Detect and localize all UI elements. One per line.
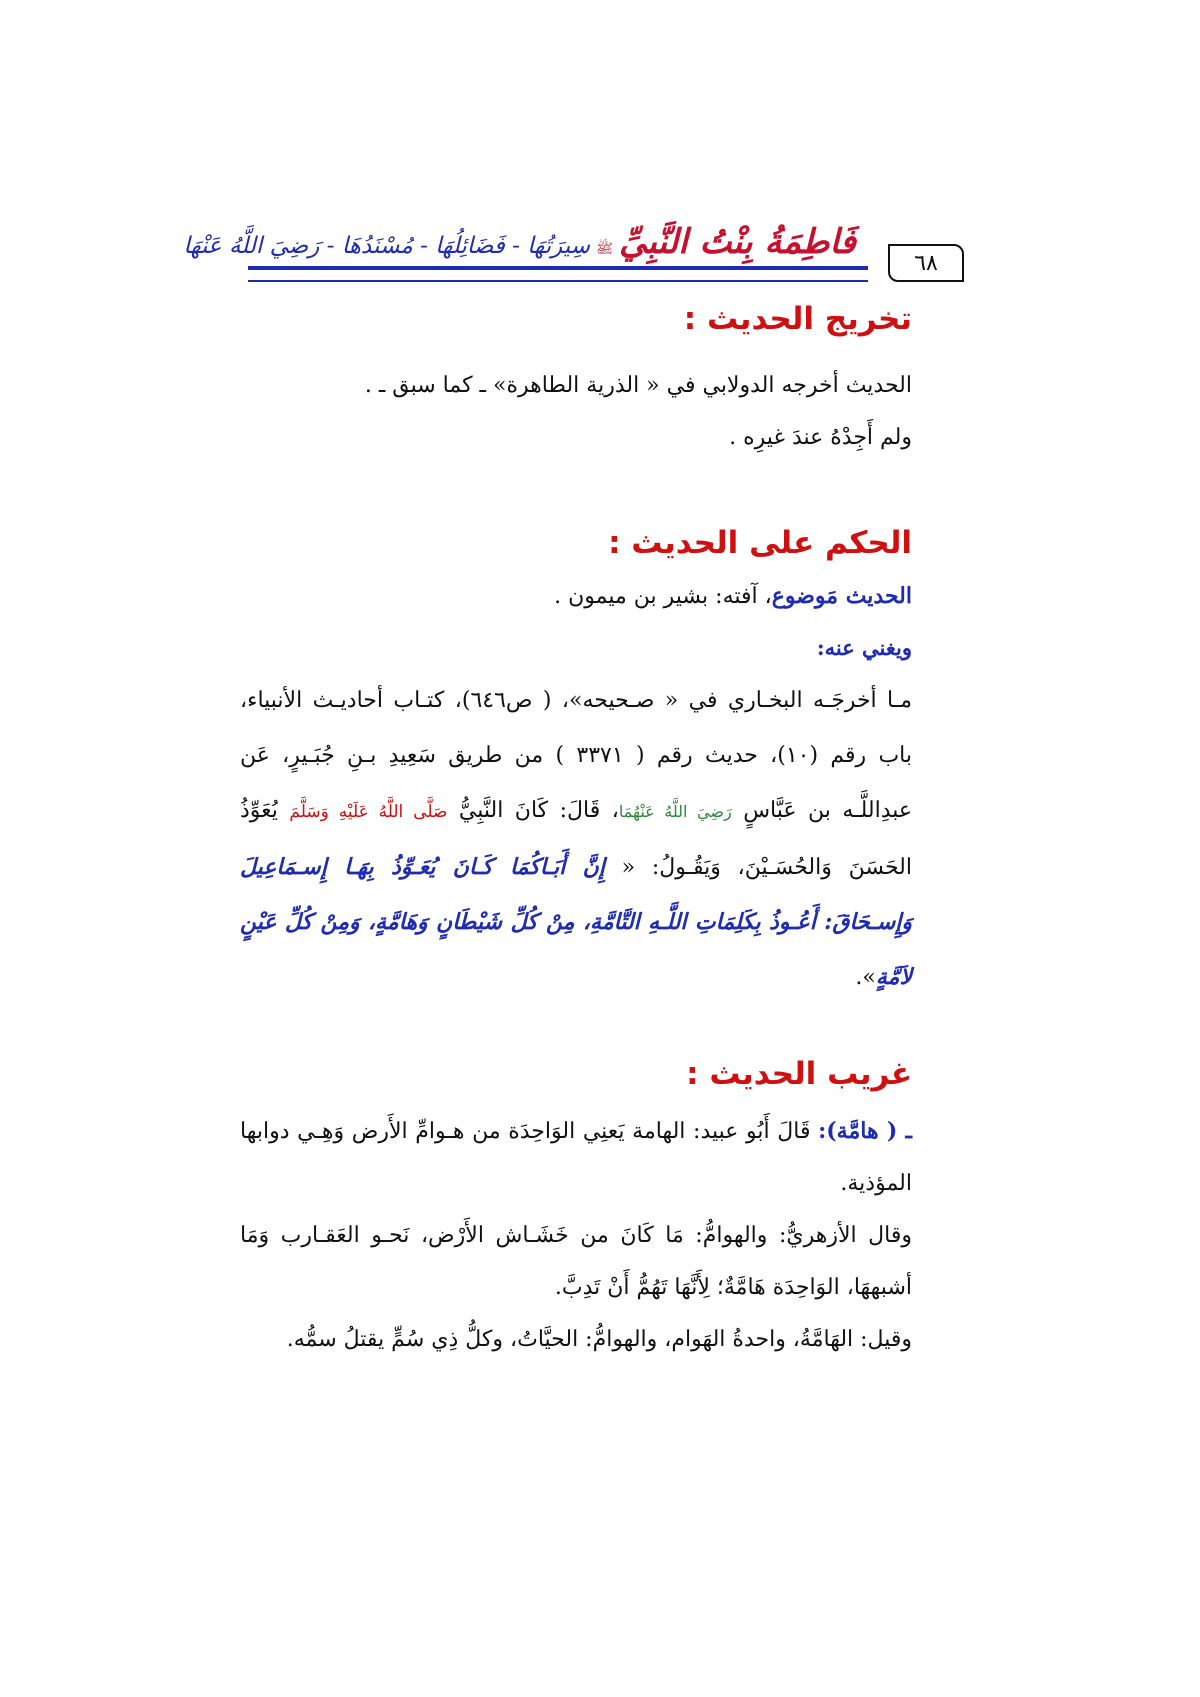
yughni-text-3: يُعَوِّذُ الحَسَنَ وَالحُسَـيْنَ، وَيَقُـولُ: «: [240, 798, 912, 880]
takhrij-section: [240, 292, 912, 464]
gharib-heading: غريب الحديث :: [686, 1056, 912, 1092]
hukm-verdict: الحديث مَوضوع: [771, 583, 912, 609]
hukm-reason: ، آفته: بشير بن ميمون .: [554, 584, 772, 609]
honorific-ibn-abbas: رَضِيَ اللَّهُ عَنْهُمَا: [618, 802, 732, 821]
page-body: [240, 292, 912, 1366]
takhrij-heading: تخريج الحديث :: [683, 301, 912, 337]
hukm-heading: الحكم على الحديث :: [608, 525, 912, 561]
gharib-term: ـ ( هامَّة):: [818, 1118, 912, 1144]
honorific-prophet: صَلَّى اللَّهُ عَلَيْهِ وَسَلَّمَ: [289, 802, 448, 822]
book-title-main: فَاطِمَةُ بِنْتُ النَّبِيِّ: [618, 222, 856, 262]
hukm-text: [240, 570, 912, 623]
gharib-definition: قَالَ أَبُو عبيد: الهامة يَعنِي الوَاحِدَة من هـوامِّ الأَرض وَهِـي دوابها المؤذية.: [240, 1119, 912, 1196]
takhrij-line-1: الحديث أخرجه الدولابي في « الذرية الطاهرة» ـ كما سبق ـ .: [364, 373, 912, 398]
hukm-section: [240, 516, 912, 1005]
book-title: [183, 222, 856, 262]
hadith-text: إِنَّ أَبَـاكُمَا كَـانَ يُعَـوِّذُ بِهَـا إِسـمَاعِيلَ وَإِسـحَاقَ: أَعُـوذُ بِكَلِمَاتِ اللَّـهِ التَّامَّةِ، مِنْ كُلِّ شَيْطَانٍ وَهَامَّةٍ، وَمِنْ كُلِّ عَيْنٍ لاَمَّةٍ: [240, 854, 912, 990]
yughni-text-1: مـا أخرجَـه البخـاري في « صـحيحه»، ( ص٦٤٦)، كتـاب أحاديـث الأنبياء، باب رقم (١٠)، حديث رقم ( ٣٣٧١ ) من طريق سَعِيدِ بـنِ جُبَـيرٍ، عَن عبدِاللَّـه بن عَبَّاسٍ: [240, 688, 913, 823]
yughni-text-4: ».: [855, 965, 876, 990]
gharib-paragraph-1: [240, 1105, 912, 1210]
takhrij-line-2: ولم أَجِدْهُ عندَ غيرِه .: [729, 425, 912, 450]
running-header: [183, 200, 964, 280]
gharib-paragraph-2: وقال الأزهريُّ: والهوامُّ: مَا كَانَ من خَشَـاش الأَرْض، نَحـو العَقـارب وَمَا أشبههَا، الوَاحِدَة هَامَّةٌ؛ لِأَنَّهَا تَهُمُّ أَنْ تَدِبَّ.: [240, 1223, 912, 1300]
page-number: ٦٨: [888, 244, 964, 282]
header-double-rule: [248, 266, 868, 282]
gharib-section: [240, 1047, 912, 1366]
book-title-subtitle: سِيرَتُهَا - فَضَائِلُهَا - مُسْنَدُهَا - رَضِيَ اللَّهُ عَنْهَا: [183, 233, 591, 259]
yughni-text-2: ، قَالَ: كَانَ النَّبِيُّ: [458, 798, 619, 823]
yughni-paragraph: [240, 673, 912, 1005]
gharib-paragraph-3: وقيل: الهَامَّةُ، واحدةُ الهَوام، والهوامُّ: الحيَّاتُ، وكلُّ ذِي سُمٍّ يقتلُ سمُّه.: [286, 1327, 912, 1352]
yughni-heading: ويغني عنه:: [816, 635, 912, 660]
book-title-blessing: ﷺ: [596, 241, 613, 257]
